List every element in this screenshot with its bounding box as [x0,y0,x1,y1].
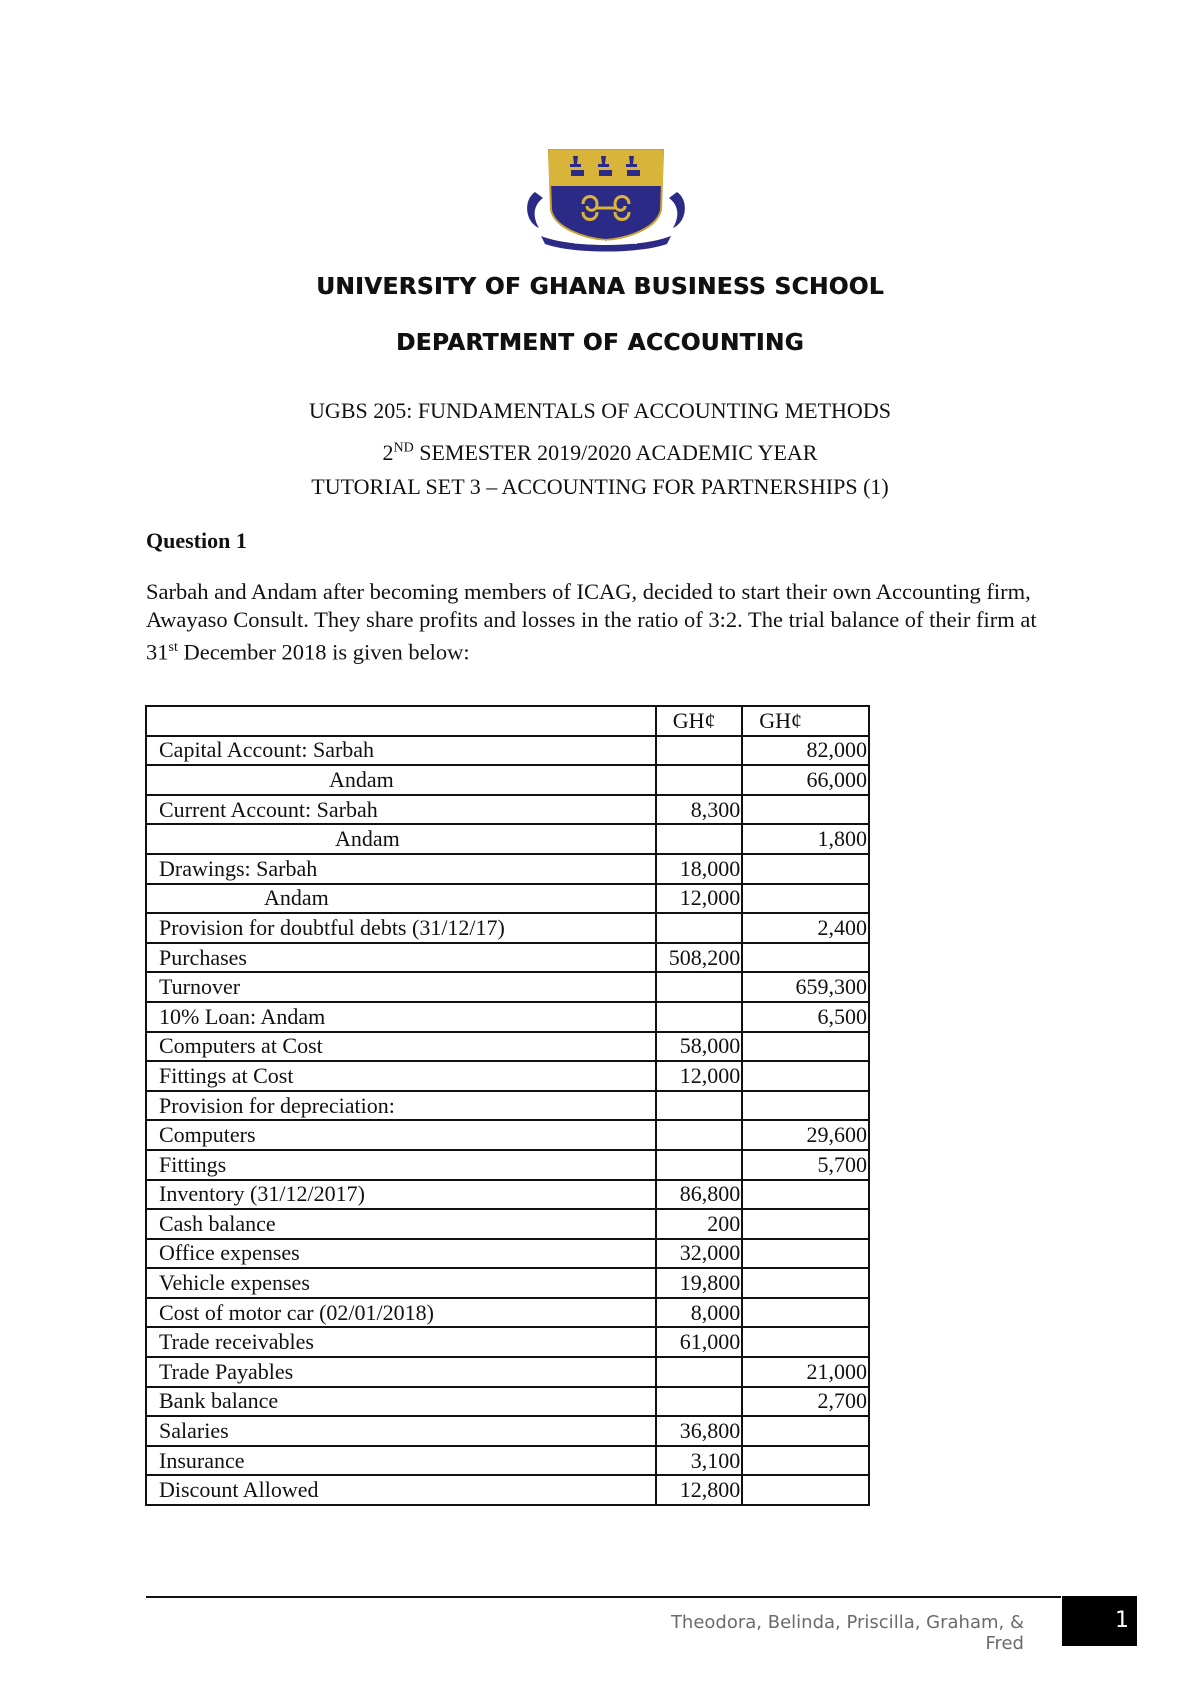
table-row [146,1298,869,1328]
credit-amount-cell: 1,800 [742,824,869,854]
debit-amount-cell [656,913,743,943]
debit-amount-cell: 3,100 [656,1446,743,1476]
page-number: 1 [1062,1596,1137,1646]
account-label-cell: Inventory (31/12/2017) [146,1180,656,1210]
table-row [146,884,869,914]
table-row [146,1091,869,1121]
table-row [146,1357,869,1387]
credit-amount-cell: 6,500 [742,1002,869,1032]
debit-amount-cell: 8,300 [656,795,743,825]
footer-authors: Theodora, Belinda, Priscilla, Graham, & Fred [670,1612,1024,1654]
credit-amount-cell [742,1268,869,1298]
debit-amount-cell: 12,800 [656,1475,743,1505]
account-label-cell: Cost of motor car (02/01/2018) [146,1298,656,1328]
debit-amount-cell: 18,000 [656,854,743,884]
table-row [146,1061,869,1091]
account-label-cell: Insurance [146,1446,656,1476]
credit-amount-cell [742,1298,869,1328]
debit-amount-cell: 508,200 [656,943,743,973]
account-label-cell: Turnover [146,972,656,1002]
account-label-cell: Discount Allowed [146,1475,656,1505]
credit-amount-cell: 21,000 [742,1357,869,1387]
table-row [146,1209,869,1239]
footer-divider [146,1596,1061,1598]
debit-amount-cell [656,1091,743,1121]
credit-amount-cell: 66,000 [742,765,869,795]
table-row [146,1268,869,1298]
credit-amount-cell [742,1061,869,1091]
credit-amount-cell [742,1209,869,1239]
credit-amount-cell [742,1032,869,1062]
account-label-cell: Purchases [146,943,656,973]
account-label-cell: Andam [146,765,656,795]
table-row [146,1475,869,1505]
table-row [146,1032,869,1062]
debit-amount-cell [656,1002,743,1032]
semester-line: 2ND SEMESTER 2019/2020 ACADEMIC YEAR [382,440,818,465]
university-title: UNIVERSITY OF GHANA BUSINESS SCHOOL [316,274,884,300]
credit-amount-cell [742,854,869,884]
credit-amount-cell [742,795,869,825]
table-row [146,1446,869,1476]
table-row [146,1387,869,1417]
debit-amount-cell: 58,000 [656,1032,743,1062]
question-title: Question 1 [146,528,247,553]
credit-amount-cell [742,1475,869,1505]
debit-amount-cell [656,1357,743,1387]
credit-amount-cell [742,1180,869,1210]
debit-amount-cell: 200 [656,1209,743,1239]
debit-amount-cell [656,1150,743,1180]
account-label-cell: Computers at Cost [146,1032,656,1062]
table-row [146,943,869,973]
debit-amount-cell [656,765,743,795]
debit-amount-cell: 12,000 [656,1061,743,1091]
trial-balance-table [145,705,870,1506]
credit-amount-cell [742,1239,869,1269]
department-title: DEPARTMENT OF ACCOUNTING [396,330,804,356]
debit-amount-cell [656,972,743,1002]
table-row [146,913,869,943]
question-text: Sarbah and Andam after becoming members of ICAG, decided to start their own Accounting firm, Awayaso Consult. They share profits and losses in the ratio of 3:2. The trial balance of their firm at 31st December 2018 is given below: [146,579,1037,665]
credit-amount-cell: 82,000 [742,736,869,766]
crest-motto: INTEGRI PROCEDAMUS [574,240,638,246]
credit-amount-cell: 5,700 [742,1150,869,1180]
table-row [146,795,869,825]
debit-amount-cell: 86,800 [656,1180,743,1210]
account-label-cell: Andam [146,824,656,854]
account-label-cell: Computers [146,1120,656,1150]
debit-amount-cell [656,824,743,854]
debit-amount-cell [656,1387,743,1417]
table-row [146,1180,869,1210]
credit-amount-cell: 2,700 [742,1387,869,1417]
debit-amount-cell [656,1120,743,1150]
table-header-cell [146,706,656,736]
table-row [146,1239,869,1269]
credit-amount-cell: 29,600 [742,1120,869,1150]
table-header-cell: GH¢ [656,706,743,736]
table-row [146,765,869,795]
account-label-cell: Andam [146,884,656,914]
credit-amount-cell: 659,300 [742,972,869,1002]
university-crest-logo [521,140,691,252]
account-label-cell: Current Account: Sarbah [146,795,656,825]
credit-amount-cell: 2,400 [742,913,869,943]
account-label-cell: Drawings: Sarbah [146,854,656,884]
debit-amount-cell: 19,800 [656,1268,743,1298]
table-row [146,824,869,854]
account-label-cell: Capital Account: Sarbah [146,736,656,766]
credit-amount-cell [742,1446,869,1476]
credit-amount-cell [742,943,869,973]
table-row [146,1327,869,1357]
account-label-cell: Fittings at Cost [146,1061,656,1091]
account-label-cell: Vehicle expenses [146,1268,656,1298]
credit-amount-cell [742,884,869,914]
account-label-cell: Salaries [146,1416,656,1446]
credit-amount-cell [742,1416,869,1446]
account-label-cell: Office expenses [146,1239,656,1269]
account-label-cell: Cash balance [146,1209,656,1239]
course-title: UGBS 205: FUNDAMENTALS OF ACCOUNTING METHODS [309,398,891,423]
account-label-cell: Provision for doubtful debts (31/12/17) [146,913,656,943]
table-row [146,1002,869,1032]
table-header-cell: GH¢ [742,706,869,736]
debit-amount-cell: 12,000 [656,884,743,914]
table-row [146,1120,869,1150]
account-label-cell: Trade Payables [146,1357,656,1387]
account-label-cell: Bank balance [146,1387,656,1417]
table-row [146,736,869,766]
account-label-cell: Provision for depreciation: [146,1091,656,1121]
table-row [146,854,869,884]
debit-amount-cell: 36,800 [656,1416,743,1446]
table-row [146,1416,869,1446]
debit-amount-cell: 8,000 [656,1298,743,1328]
table-row [146,972,869,1002]
account-label-cell: Fittings [146,1150,656,1180]
debit-amount-cell: 61,000 [656,1327,743,1357]
table-row [146,1150,869,1180]
tutorial-title: TUTORIAL SET 3 – ACCOUNTING FOR PARTNERSHIPS (1) [311,474,889,499]
account-label-cell: 10% Loan: Andam [146,1002,656,1032]
credit-amount-cell [742,1091,869,1121]
account-label-cell: Trade receivables [146,1327,656,1357]
debit-amount-cell [656,736,743,766]
debit-amount-cell: 32,000 [656,1239,743,1269]
table-header-row [146,706,869,736]
credit-amount-cell [742,1327,869,1357]
